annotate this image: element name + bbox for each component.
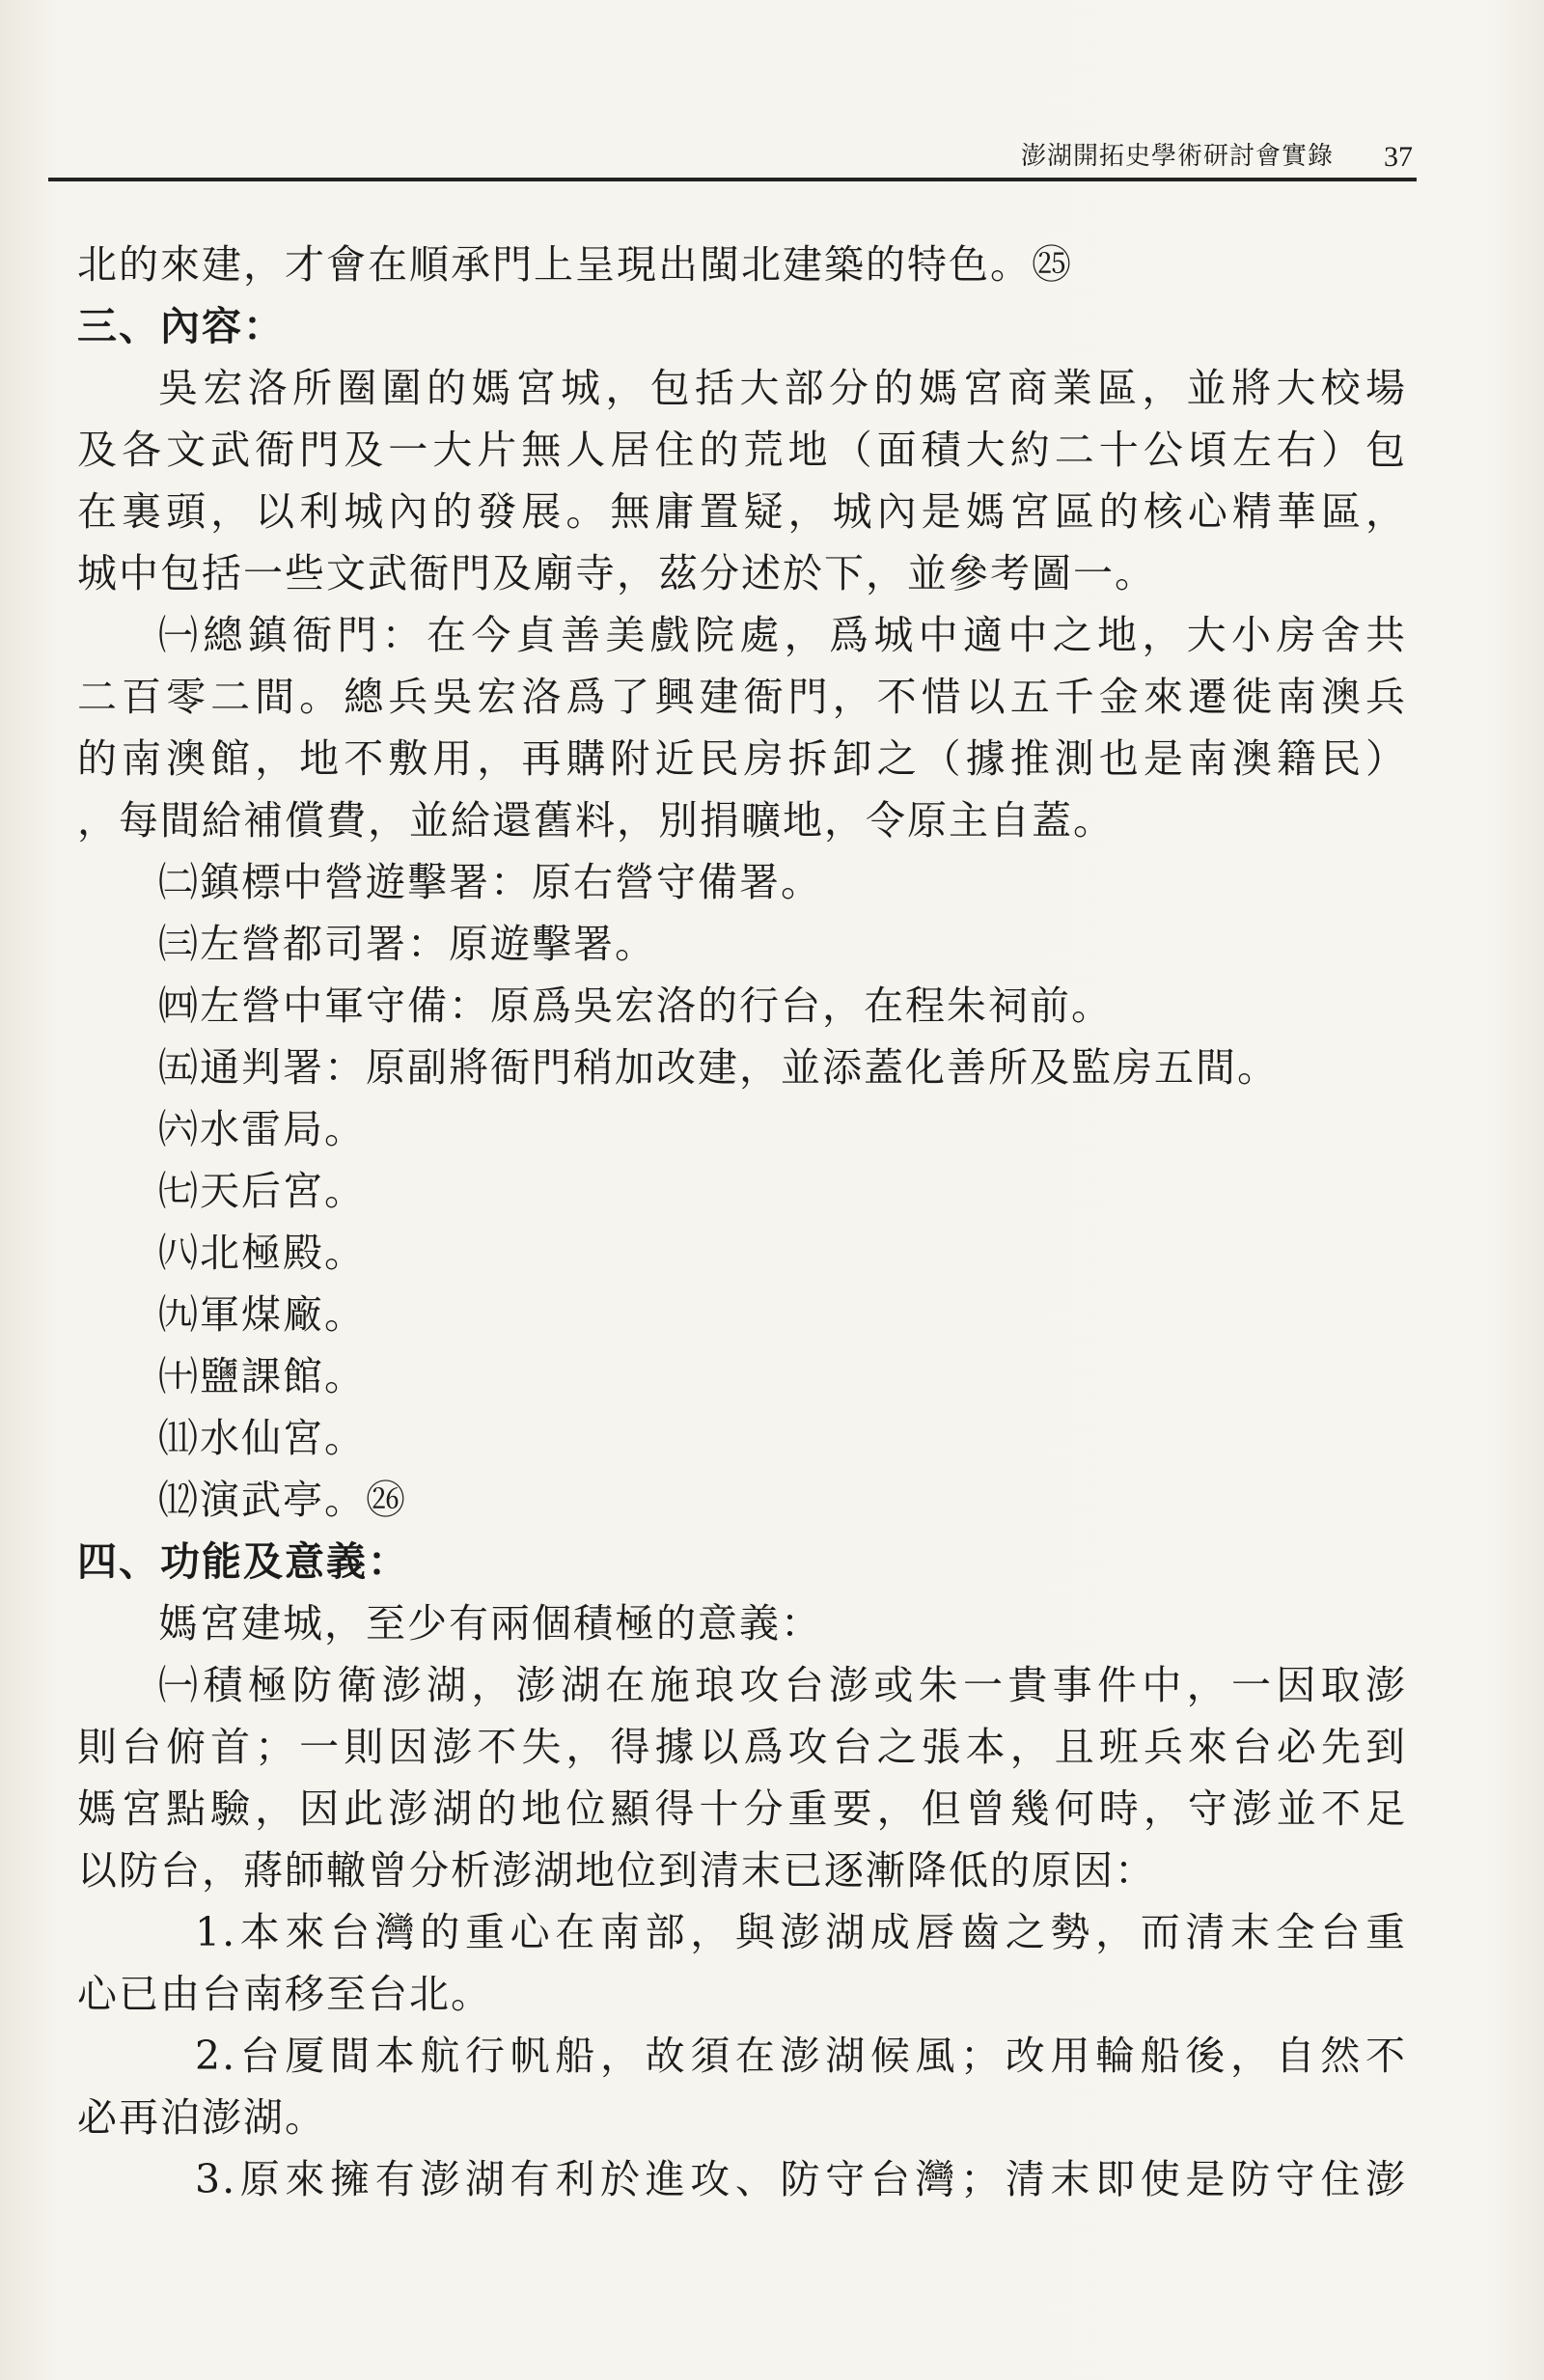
text-line: 北的來建，才會在順承門上呈現出閩北建築的特色。㉕ — [77, 241, 1073, 288]
list-item-line: ㈠總鎮衙門：在今貞善美戲院處，爲城中適中之地，大小房舍共 — [158, 612, 1407, 658]
numbered-item-line: 必再泊澎湖。 — [77, 2094, 326, 2141]
paragraph-line: 在裏頭，以利城內的發展。無庸置疑，城內是媽宮區的核心精華區， — [77, 488, 1407, 535]
list-item: ㈦天后宮。 — [158, 1168, 366, 1214]
paragraph-line: 媽宮建城，至少有兩個積極的意義： — [158, 1600, 822, 1647]
running-header — [48, 133, 1417, 181]
paragraph-line: 以防台，蔣師轍曾分析澎湖地位到清末已逐漸降低的原因： — [77, 1847, 1156, 1894]
list-item: ⑾水仙宮。 — [158, 1415, 366, 1461]
list-item: ㈢左營都司署：原遊擊署。 — [158, 921, 656, 967]
list-item-line: 二百零二間。總兵吳宏洛爲了興建衙門，不惜以五千金來遷徙南澳兵 — [77, 674, 1407, 720]
list-item-line: 的南澳館，地不敷用，再購附近民房拆卸之（據推測也是南澳籍民） — [77, 735, 1407, 782]
list-item-line: ，每間給補償費，並給還舊料，別捐曠地，令原主自蓋。 — [77, 797, 1115, 844]
running-header-title: 澎湖開拓史學術研討會實錄 — [1020, 142, 1334, 171]
list-item: ㈨軍煤廠。 — [158, 1291, 366, 1338]
page-number: 37 — [1384, 141, 1413, 173]
paragraph-line: 則台俯首；一則因澎不失，得據以爲攻台之張本，且班兵來台必先到 — [77, 1724, 1407, 1770]
list-item: ㈧北極殿。 — [158, 1230, 366, 1276]
paragraph-line: ㈠積極防衛澎湖，澎湖在施琅攻台澎或朱一貴事件中，一因取澎 — [158, 1662, 1407, 1708]
paragraph-line: 及各文武衙門及一大片無人居住的荒地（面積大約二十公頃左右）包 — [77, 427, 1407, 473]
body-text — [77, 234, 1407, 2210]
list-item: ⑿演武亭。㉖ — [158, 1477, 407, 1523]
section-heading: 三、內容： — [77, 303, 285, 349]
numbered-item-line: 1.本來台灣的重心在南部，與澎湖成唇齒之勢，而清末全台重 — [195, 1909, 1407, 1955]
numbered-item-line: 心已由台南移至台北。 — [77, 1971, 492, 2017]
numbered-item-line: 2.台厦間本航行帆船，故須在澎湖候風；改用輪船後，自然不 — [195, 2033, 1407, 2079]
paragraph-line: 媽宮點驗，因此澎湖的地位顯得十分重要，但曾幾何時，守澎並不足 — [77, 1785, 1407, 1832]
list-item: ㈥水雷局。 — [158, 1106, 366, 1152]
paragraph-line: 吳宏洛所圈圍的媽宮城，包括大部分的媽宮商業區，並將大校場 — [158, 365, 1407, 411]
numbered-item-line: 3.原來擁有澎湖有利於進攻、防守台灣；清末即使是防守住澎 — [195, 2156, 1407, 2202]
list-item: ㈩鹽課館。 — [158, 1353, 366, 1399]
list-item: ㈤通判署：原副將衙門稍加改建，並添蓋化善所及監房五間。 — [158, 1044, 1279, 1091]
list-item: ㈣左營中軍守備：原爲吳宏洛的行台，在程朱祠前。 — [158, 982, 1113, 1029]
section-heading: 四、功能及意義： — [77, 1538, 409, 1585]
list-item: ㈡鎮標中營遊擊署：原右營守備署。 — [158, 859, 822, 905]
paragraph-line: 城中包括一些文武衙門及廟寺，茲分述於下，並參考圖一。 — [77, 550, 1156, 596]
